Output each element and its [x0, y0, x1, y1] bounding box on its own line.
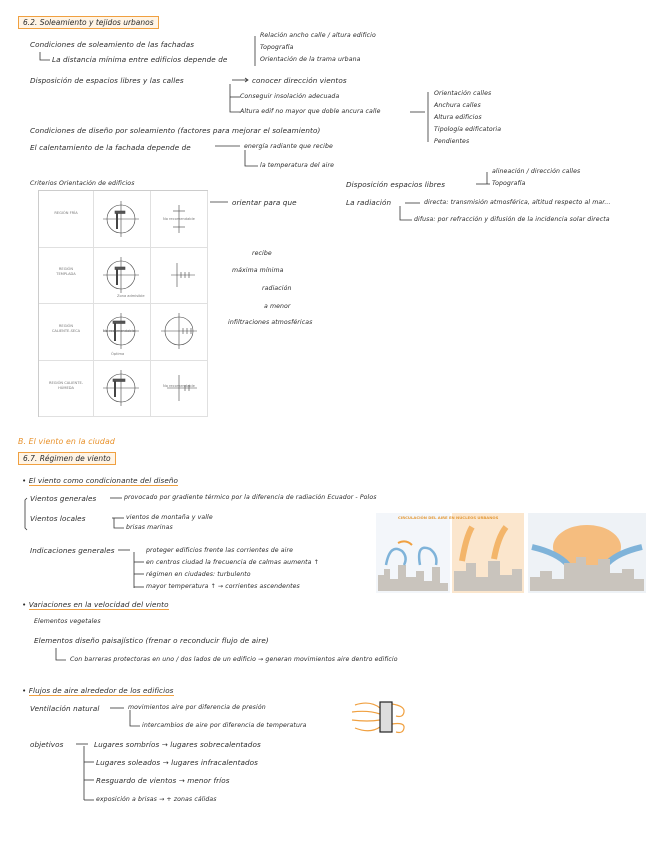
- factor-item: Pendientes: [434, 138, 470, 145]
- vent-label: Ventilación natural: [30, 704, 100, 713]
- section-header-6-2: 6.2. Soleamiento y tejidos urbanos: [18, 16, 159, 29]
- temperatura-text: la temperatura del aire: [260, 162, 335, 169]
- bullet-cond-sol: Condiciones de soleamiento de las fachadas: [30, 40, 195, 49]
- paisaj-text: Elementos diseño paisajístico (frenar o reconducir flujo de aire): [34, 636, 269, 645]
- vloc-item: vientos de montaña y valle: [126, 514, 213, 521]
- dist-item: Topografía: [260, 44, 294, 51]
- bullet-b2: • Variaciones en la velocidad del viento: [22, 600, 169, 609]
- energia-text: energía radiante que recibe: [244, 143, 333, 150]
- dist-item: Orientación de la trama urbana: [260, 56, 361, 63]
- conseguir-text: Conseguir insolación adecuada: [240, 93, 340, 100]
- vgen-desc: provocado por gradiente térmico por la diferencia de radiación Ecuador - Polos: [124, 494, 377, 501]
- orient-word: infiltraciones atmosféricas: [228, 319, 313, 326]
- region-label: REGIÓN CALIENTE-HÚMEDA: [48, 381, 84, 390]
- bullet-b3: • Flujos de aire alrededor de los edificios: [22, 686, 174, 695]
- urban-heat-dome-illustration: [528, 513, 646, 593]
- difusa-text: difusa: por refracción y difusión de la incidencia solar directa: [414, 216, 610, 223]
- veg-text: Elementos vegetales: [34, 618, 101, 625]
- no-rec-label: No recomendable: [163, 384, 195, 388]
- factor-item: Tipología edificatoria: [434, 126, 502, 133]
- compass-diagrams: [39, 191, 207, 416]
- section-header-b: B. El viento en la ciudad: [18, 437, 115, 446]
- dist-item: Relación ancho calle / altura edificio: [260, 32, 376, 39]
- section-header-6-7: 6.7. Régimen de viento: [18, 452, 116, 465]
- factor-item: Orientación calles: [434, 90, 492, 97]
- ind-item: proteger edificios frente las corrientes de aire: [146, 547, 294, 554]
- factor-item: Anchura calles: [434, 102, 481, 109]
- orientation-grid: [38, 190, 208, 417]
- zona-adm-label: Zona admisible: [117, 294, 145, 298]
- bullet-b1: • El viento como condicionante del diseño: [22, 476, 179, 485]
- b2-text: Variaciones en la velocidad del viento: [28, 600, 169, 609]
- orient-word: máxima mínima: [232, 267, 284, 274]
- factor-item: Altura edificios: [434, 114, 482, 121]
- bullet-calentamiento: El calentamiento de la fachada depende de: [30, 143, 191, 152]
- bullet-radiacion: La radiación: [346, 198, 392, 207]
- obj-item: Resguardo de vientos → menor fríos: [96, 776, 230, 785]
- region-label: REGIÓN FRÍA: [54, 211, 78, 215]
- orient-word: a menor: [264, 303, 291, 310]
- vloc-item: brisas marinas: [126, 524, 173, 531]
- criterios-heading: Criterios Orientación de edificios: [30, 180, 135, 187]
- bullet-disposicion: Disposición de espacios libres y las calles: [30, 76, 184, 85]
- optima-label: Óptima: [111, 352, 125, 356]
- b1-text: El viento como condicionante del diseño: [28, 476, 179, 485]
- ind-item: régimen en ciudades: turbulento: [146, 571, 251, 578]
- obj-item: exposición a brisas → + zonas cálidas: [96, 796, 217, 803]
- vent-item: movimientos aire por diferencia de presión: [128, 704, 266, 711]
- vent-item: intercambios de aire por diferencia de temperatura: [142, 722, 307, 729]
- vloc-label: Vientos locales: [30, 514, 86, 523]
- no-rec-label: No recomendable: [103, 329, 135, 333]
- alin-item: alineación / dirección calles: [492, 168, 581, 175]
- bullet-cond-diseno: Condiciones de diseño por soleamiento (factores para mejorar el soleamiento): [30, 126, 321, 135]
- orientar-text: orientar para que: [232, 198, 297, 207]
- bullet-disp-esp: Disposición espacios libres: [346, 180, 446, 189]
- barreras-text: Con barreras protectoras en uno / dos lados de un edificio → generan movimientos aire dentro edificio: [70, 656, 398, 663]
- obj-label: objetivos: [30, 740, 64, 749]
- obj-item: Lugares soleados → lugares infracalentados: [96, 758, 259, 767]
- directa-text: directa: transmisión atmosférica, altitud respecto al mar...: [424, 199, 611, 206]
- region-label: REGIÓN CALIENTE-SECA: [51, 324, 81, 333]
- altura-text: Altura edif no mayor que doble ancura calle: [240, 108, 381, 115]
- alin-item: Topografía: [492, 180, 526, 187]
- distancia-text: La distancia mínima entre edificios depende de: [52, 55, 228, 64]
- illus-caption: CIRCULACIÓN DEL AIRE EN NÚCLEOS URBANOS: [398, 515, 499, 520]
- region-label: REGIÓN TEMPLADA: [56, 267, 76, 276]
- urban-air-illustration: [376, 513, 524, 593]
- building-airflow-icon: [352, 702, 404, 733]
- ind-item: en centros ciudad la frecuencia de calmas aumenta ↑: [146, 559, 319, 566]
- conocer-text: conocer dirección vientos: [252, 76, 347, 85]
- no-rec-label: No recomendable: [163, 217, 195, 221]
- ind-label: Indicaciones generales: [30, 546, 115, 555]
- orient-word: radiación: [262, 285, 292, 292]
- orient-word: recibe: [252, 250, 272, 257]
- vgen-label: Vientos generales: [30, 494, 97, 503]
- ind-item: mayor temperatura ↑ → corrientes ascendentes: [146, 583, 300, 590]
- b3-text: Flujos de aire alrededor de los edificios: [28, 686, 174, 695]
- obj-item: Lugares sombríos → lugares sobrecalentados: [94, 740, 261, 749]
